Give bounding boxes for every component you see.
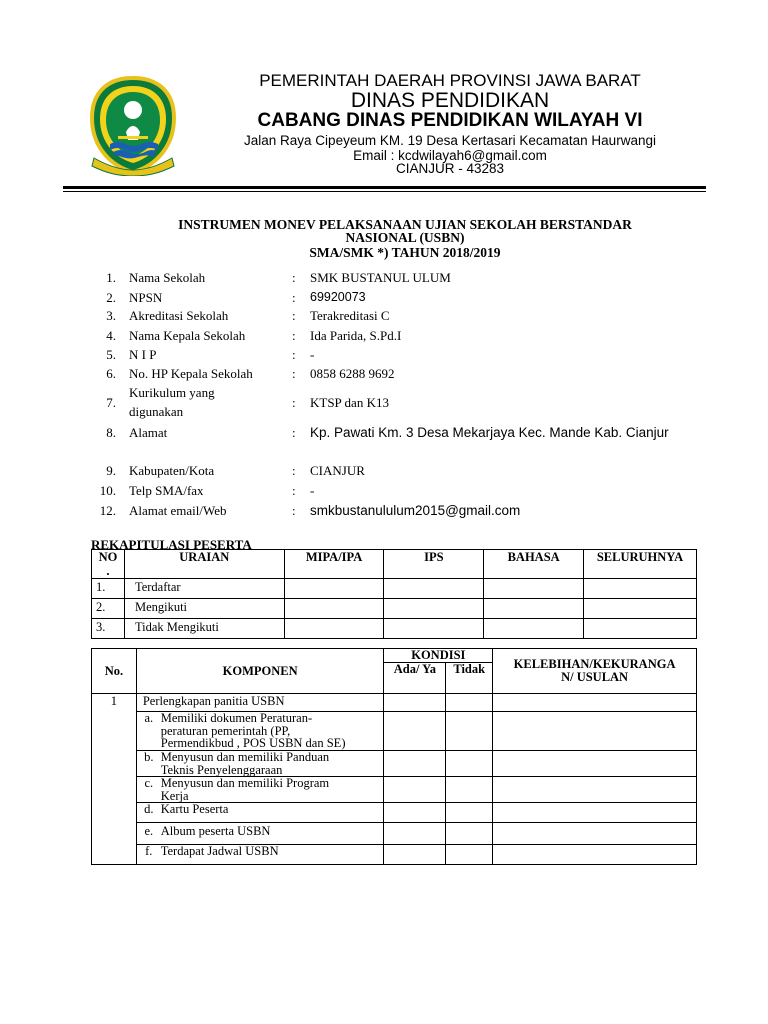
monev-header-kelebihan: KELEBIHAN/KEKURANGA N/ USULAN	[493, 649, 697, 694]
rekap-header-no: NO .	[92, 550, 125, 579]
monev-item-index: e.	[136, 823, 160, 845]
monev-cell-tidak	[446, 751, 493, 777]
info-label: NPSN	[129, 290, 163, 305]
info-number: 6.	[106, 366, 116, 381]
monev-cell-tidak	[446, 803, 493, 823]
info-value: Terakreditasi C	[310, 308, 390, 323]
info-value: Ida Parida, S.Pd.I	[310, 328, 402, 343]
rekap-cell-no: 1.	[92, 579, 125, 599]
rekap-header-row	[92, 550, 697, 579]
info-colon: :	[292, 290, 296, 305]
rekap-cell-bahasa	[484, 599, 584, 619]
table-row	[92, 845, 697, 865]
rekap-cell-seluruhnya	[584, 599, 697, 619]
info-number: 7.	[106, 395, 116, 410]
info-value: -	[310, 483, 315, 498]
monev-cell-ada-ya	[384, 777, 446, 803]
info-value: Kp. Pawati Km. 3 Desa Mekarjaya Kec. Mande Kab. Cianjur	[310, 425, 669, 440]
monev-cell-ada-ya	[384, 823, 446, 845]
letterhead-divider-thin	[63, 191, 706, 192]
info-row-email	[90, 503, 730, 523]
info-colon: :	[292, 425, 296, 440]
info-colon: :	[292, 483, 296, 498]
info-number: 2.	[106, 290, 116, 305]
monev-cell-ada-ya	[384, 712, 446, 751]
info-row-npsn	[90, 290, 730, 310]
rekap-cell-ips	[384, 619, 484, 639]
info-label: Alamat email/Web	[129, 503, 227, 518]
table-row	[92, 777, 697, 803]
monev-cell-tidak	[446, 712, 493, 751]
monev-item-text: Kartu Peserta	[161, 803, 384, 823]
info-number: 9.	[106, 463, 116, 478]
rekap-header-seluruhnya: SELURUHNYA	[584, 550, 697, 579]
letterhead-city: CIANJUR - 43283	[395, 161, 505, 176]
monev-cell-ada-ya	[384, 694, 446, 712]
monev-header-no: No.	[92, 649, 137, 694]
document-title-line2: NASIONAL (USBN)	[345, 230, 465, 245]
monev-cell-tidak	[446, 845, 493, 865]
monev-cell-tidak	[446, 694, 493, 712]
letterhead-agency: DINAS PENDIDIKAN	[350, 89, 550, 112]
monev-cell-tidak	[446, 823, 493, 845]
info-row-hp	[90, 366, 730, 386]
rekap-cell-uraian: Terdaftar	[124, 579, 284, 599]
info-row-alamat	[90, 425, 730, 445]
rekap-cell-uraian: Tidak Mengikuti	[124, 619, 284, 639]
monev-item-text: Menyusun dan memiliki Program Kerja	[161, 777, 384, 803]
monev-header-kondisi: KONDISI	[384, 649, 493, 663]
document-title-line1: INSTRUMEN MONEV PELAKSANAAN UJIAN SEKOLAH BERSTANDAR	[178, 217, 632, 232]
monev-item-text: Album peserta USBN	[161, 823, 384, 845]
table-row	[92, 712, 697, 751]
rekap-cell-mipa	[284, 599, 384, 619]
info-colon: :	[292, 366, 296, 381]
info-number: 12.	[99, 503, 116, 518]
table-row	[92, 823, 697, 845]
info-row-kabupaten	[90, 463, 730, 483]
info-value: CIANJUR	[310, 463, 365, 478]
letterhead-government: PEMERINTAH DAERAH PROVINSI JAWA BARAT	[259, 71, 641, 90]
rekap-cell-mipa	[284, 579, 384, 599]
rekap-cell-seluruhnya	[584, 579, 697, 599]
info-row-akreditasi	[90, 308, 730, 328]
info-colon: :	[292, 347, 296, 362]
monev-header-row	[92, 649, 697, 663]
info-number: 8.	[106, 425, 116, 440]
document-title-line3: SMA/SMK *) TAHUN 2018/2019	[309, 245, 501, 260]
info-label: Alamat	[129, 425, 168, 440]
monev-cell-kelebihan	[493, 803, 697, 823]
jawa-barat-emblem-icon	[88, 74, 178, 176]
info-number: 5.	[106, 347, 116, 362]
info-row-kurikulum	[90, 385, 730, 423]
monev-cell-tidak	[446, 777, 493, 803]
monev-header-ada-ya: Ada/ Ya	[384, 663, 446, 694]
rekap-cell-ips	[384, 599, 484, 619]
info-value: SMK BUSTANUL ULUM	[310, 270, 451, 285]
letterhead-address: Jalan Raya Cipeyeum KM. 19 Desa Kertasari Kecamatan Haurwangi	[244, 133, 656, 148]
info-number: 1.	[106, 270, 116, 285]
rekap-cell-bahasa	[484, 579, 584, 599]
monev-item-text: Memiliki dokumen Peraturan- peraturan pemerintah (PP, Permendikbud , POS USBN dan SE)	[161, 712, 384, 751]
info-label: Telp SMA/fax	[129, 483, 204, 498]
rekap-header-mipa: MIPA/IPA	[284, 550, 384, 579]
monev-cell-kelebihan	[493, 777, 697, 803]
info-colon: :	[292, 503, 296, 518]
rekap-cell-mipa	[284, 619, 384, 639]
monev-item-index: d.	[136, 803, 160, 823]
monev-item-index: c.	[136, 777, 160, 803]
info-number: 3.	[106, 308, 116, 323]
info-colon: :	[292, 463, 296, 478]
info-number: 4.	[106, 328, 116, 343]
monev-cell-ada-ya	[384, 751, 446, 777]
table-row	[92, 619, 697, 639]
monev-section-label: Perlengkapan panitia USBN	[136, 694, 384, 712]
rekap-cell-uraian: Mengikuti	[124, 599, 284, 619]
info-row-telp	[90, 483, 730, 503]
info-colon: :	[292, 395, 296, 410]
info-label: N I P	[129, 347, 157, 362]
rekap-header-bahasa: BAHASA	[484, 550, 584, 579]
monev-header-tidak: Tidak	[446, 663, 493, 694]
letterhead-branch: CABANG DINAS PENDIDIKAN WILAYAH VI	[257, 110, 643, 131]
info-value: 0858 6288 9692	[310, 366, 395, 381]
info-value: KTSP dan K13	[310, 395, 389, 410]
table-row	[92, 751, 697, 777]
info-colon: :	[292, 308, 296, 323]
info-label: Nama Kepala Sekolah	[129, 328, 246, 343]
rekap-table	[91, 549, 697, 639]
info-label: Nama Sekolah	[129, 270, 206, 285]
info-label: No. HP Kepala Sekolah	[129, 366, 253, 381]
table-row	[92, 579, 697, 599]
rekap-header-ips: IPS	[384, 550, 484, 579]
table-row	[92, 599, 697, 619]
monev-cell-kelebihan	[493, 845, 697, 865]
rekap-cell-no: 2.	[92, 599, 125, 619]
monev-cell-kelebihan	[493, 694, 697, 712]
rekap-header-uraian: URAIAN	[124, 550, 284, 579]
info-number: 10.	[99, 483, 116, 498]
monev-item-index: b.	[136, 751, 160, 777]
monev-item-text: Terdapat Jadwal USBN	[161, 845, 384, 865]
monev-item-text: Menyusun dan memiliki Panduan Teknis Penyelenggaraan	[161, 751, 384, 777]
monev-header-komponen: KOMPONEN	[136, 649, 384, 694]
monev-cell-kelebihan	[493, 751, 697, 777]
rekap-title: REKAPITULASI PESERTA	[91, 537, 252, 552]
monev-cell-ada-ya	[384, 803, 446, 823]
monev-table	[91, 648, 697, 865]
letterhead-email: Email : kcdwilayah6@gmail.com	[353, 148, 547, 163]
monev-cell-ada-ya	[384, 845, 446, 865]
info-value: -	[310, 347, 315, 362]
table-row	[92, 694, 697, 712]
info-label-line2: digunakan	[129, 404, 184, 419]
monev-item-index: a.	[136, 712, 160, 751]
monev-section-no: 1	[92, 694, 137, 865]
table-row	[92, 803, 697, 823]
info-colon: :	[292, 328, 296, 343]
info-colon: :	[292, 270, 296, 285]
rekap-cell-ips	[384, 579, 484, 599]
info-row-nip	[90, 347, 730, 367]
info-label-line1: Kurikulum yang	[129, 385, 215, 400]
monev-item-index: f.	[136, 845, 160, 865]
info-label: Akreditasi Sekolah	[129, 308, 229, 323]
info-row-nama-sekolah	[90, 270, 730, 290]
letterhead-divider-thick	[63, 186, 706, 189]
rekap-cell-bahasa	[484, 619, 584, 639]
info-row-kepala-sekolah	[90, 328, 730, 348]
rekap-cell-no: 3.	[92, 619, 125, 639]
info-value: 69920073	[310, 290, 366, 304]
rekap-cell-seluruhnya	[584, 619, 697, 639]
info-value: smkbustanululum2015@gmail.com	[310, 503, 521, 518]
info-label: Kabupaten/Kota	[129, 463, 215, 478]
monev-cell-kelebihan	[493, 823, 697, 845]
monev-cell-kelebihan	[493, 712, 697, 751]
